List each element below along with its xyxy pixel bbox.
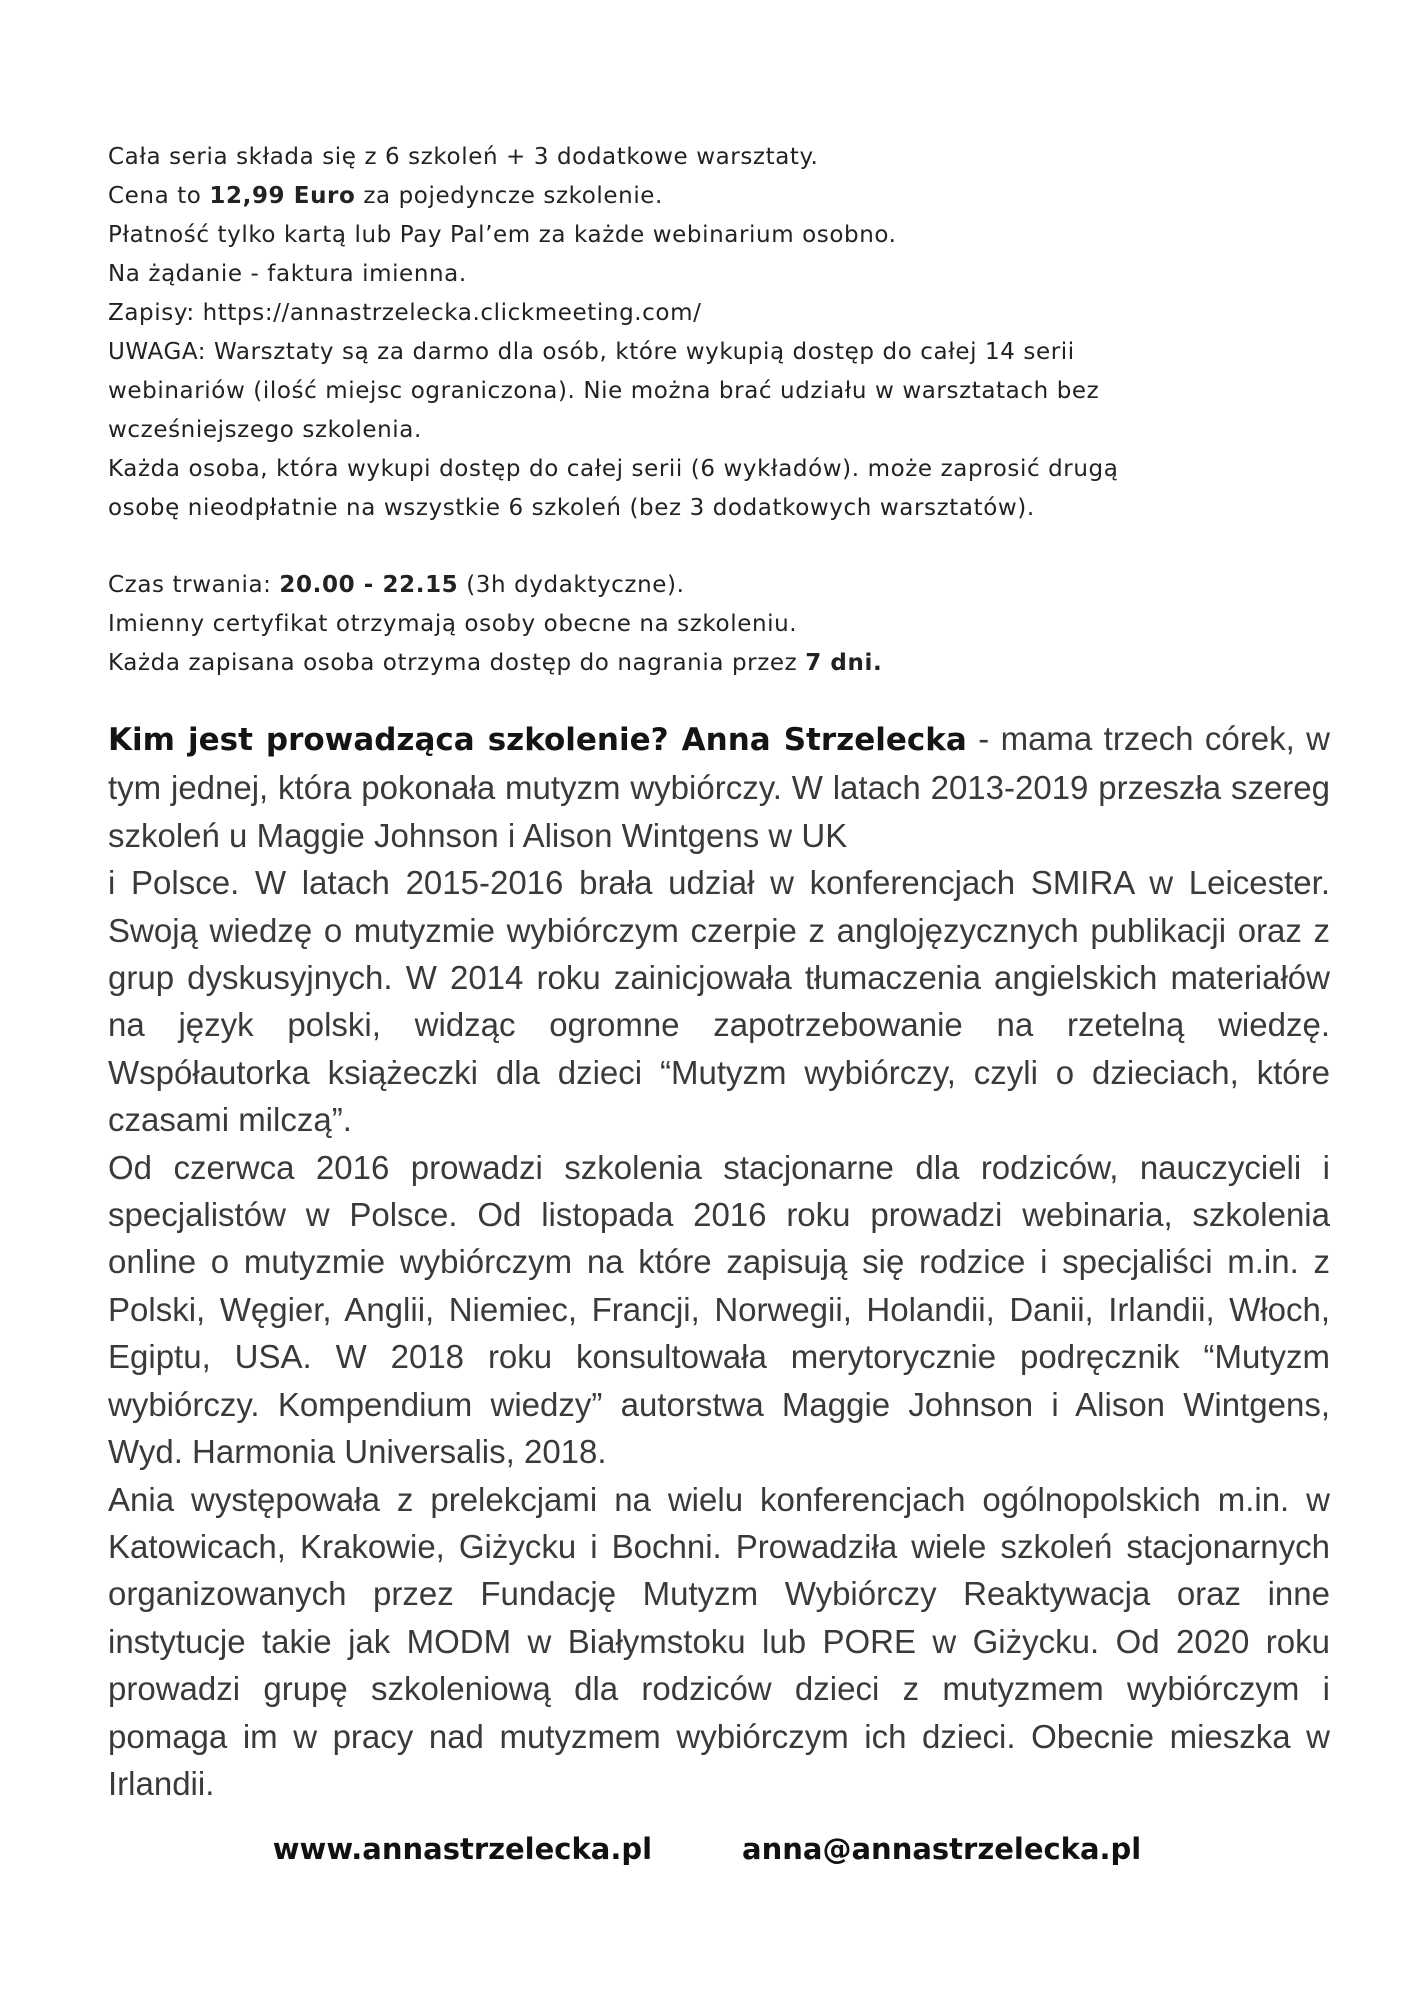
bio-intro-continued: i Polsce. W latach 2015-2016 brała udział w konferencjach SMIRA w Leicester. Swoją wiedzę o mutyzmie wybiórczym czerpie z anglojęzycznych publikacji oraz z grup dyskusyjnych. W 2014 roku zainicjowała tłumaczenia angielskich materiałów na język polski, widząc ogromne zapotrzebowanie na rzetelną wiedzę. Współautorka książeczki dla dzieci “Mutyzm wybiórczy, czyli o dzieciach, które czasami milczą”. [108,864,1330,1139]
info-line-price [108,177,1308,216]
info-line-certificate: Imienny certyfikat otrzymają osoby obecne na szkoleniu. [108,611,798,637]
price-value: 12,99 Euro [209,183,356,209]
info-line-invite-2: osobę nieodpłatnie na wszystkie 6 szkoleń (bez 3 dodatkowych warsztatów). [108,495,1035,521]
info-line-signup: Zapisy: https://annastrzelecka.clickmeeting.com/ [108,300,702,326]
website-link[interactable]: www.annastrzelecka.pl [272,1832,653,1866]
email-link[interactable]: anna@annastrzelecka.pl [742,1832,1142,1866]
bio-heading: Kim jest prowadząca szkolenie? Anna Strzelecka [108,722,967,758]
info-line-note-1: UWAGA: Warsztaty są za darmo dla osób, które wykupią dostęp do całej 14 serii [108,339,1075,365]
duration-suffix: (3h dydaktyczne). [458,572,685,598]
price-suffix: za pojedyncze szkolenie. [355,183,663,209]
info-line-invite-1: Każda osoba, która wykupi dostęp do całej serii (6 wykładów). może zaprosić drugą [108,456,1119,482]
recording-prefix: Każda zapisana osoba otrzyma dostęp do nagrania przez [108,650,806,676]
info-line-payment: Płatność tylko kartą lub Pay Pal’em za każde webinarium osobno. [108,222,897,248]
info-line-invoice: Na żądanie - faktura imienna. [108,261,467,287]
info-line-recording [108,644,1308,683]
info-line-note-3: wcześniejszego szkolenia. [108,417,422,443]
bio-paragraph-2: Od czerwca 2016 prowadzi szkolenia stacjonarne dla rodziców, nauczycieli i specjalistów w Polsce. Od listopada 2016 roku prowadzi webinaria, szkolenia online o mutyzmie wybiórczym na które zapisują się rodzice i specjaliści m.in. z Polski, Węgier, Anglii, Niemiec, Francji, Norwegii, Holandii, Danii, Irlandii, Włoch, Egiptu, USA. W 2018 roku konsultowała merytorycznie podręcznik “Mutyzm wybiórczy. Kompendium wiedzy” autorstwa Maggie Johnson i Alison Wintgens, Wyd. Harmonia Universalis, 2018. [108,1148,1330,1471]
info-line-series: Cała seria składa się z 6 szkoleń + 3 dodatkowe warsztaty. [108,144,819,170]
duration-value: 20.00 - 22.15 [279,572,459,598]
info-line-duration [108,566,1308,605]
duration-prefix: Czas trwania: [108,572,280,598]
trainer-bio [108,715,1330,1807]
info-line-note-2: webinariów (ilość miejsc ograniczona). Nie można brać udziału w warsztatach bez [108,378,1100,404]
bio-intro: - mama trzech córek, w tym jednej, która pokonała mutyzm wybiórczy. W latach 2013-2019 przeszła szereg szkoleń u Maggie Johnson i Alison Wintgens w UK [108,720,1331,854]
price-prefix: Cena to [108,183,210,209]
bio-paragraph-1 [108,715,1330,1144]
course-info [108,138,1308,683]
recording-days: 7 dni. [805,650,883,676]
bio-paragraph-3: Ania występowała z prelekcjami na wielu konferencjach ogólnopolskich m.in. w Katowicach, Krakowie, Giżycku i Bochni. Prowadziła wiele szkoleń stacjonarnych organizowanych przez Fundację Mutyzm Wybiórczy Reaktywacja oraz inne instytucje takie jak MODM w Białymstoku lub PORE w Giżycku. Od 2020 roku prowadzi grupę szkoleniową dla rodziców dzieci z mutyzmem wybiórczym i pomaga im w pracy nad mutyzmem wybiórczym ich dzieci. Obecnie mieszka w Irlandii. [108,1480,1330,1802]
spacer [108,528,1308,566]
contact-footer [0,1832,1414,1866]
